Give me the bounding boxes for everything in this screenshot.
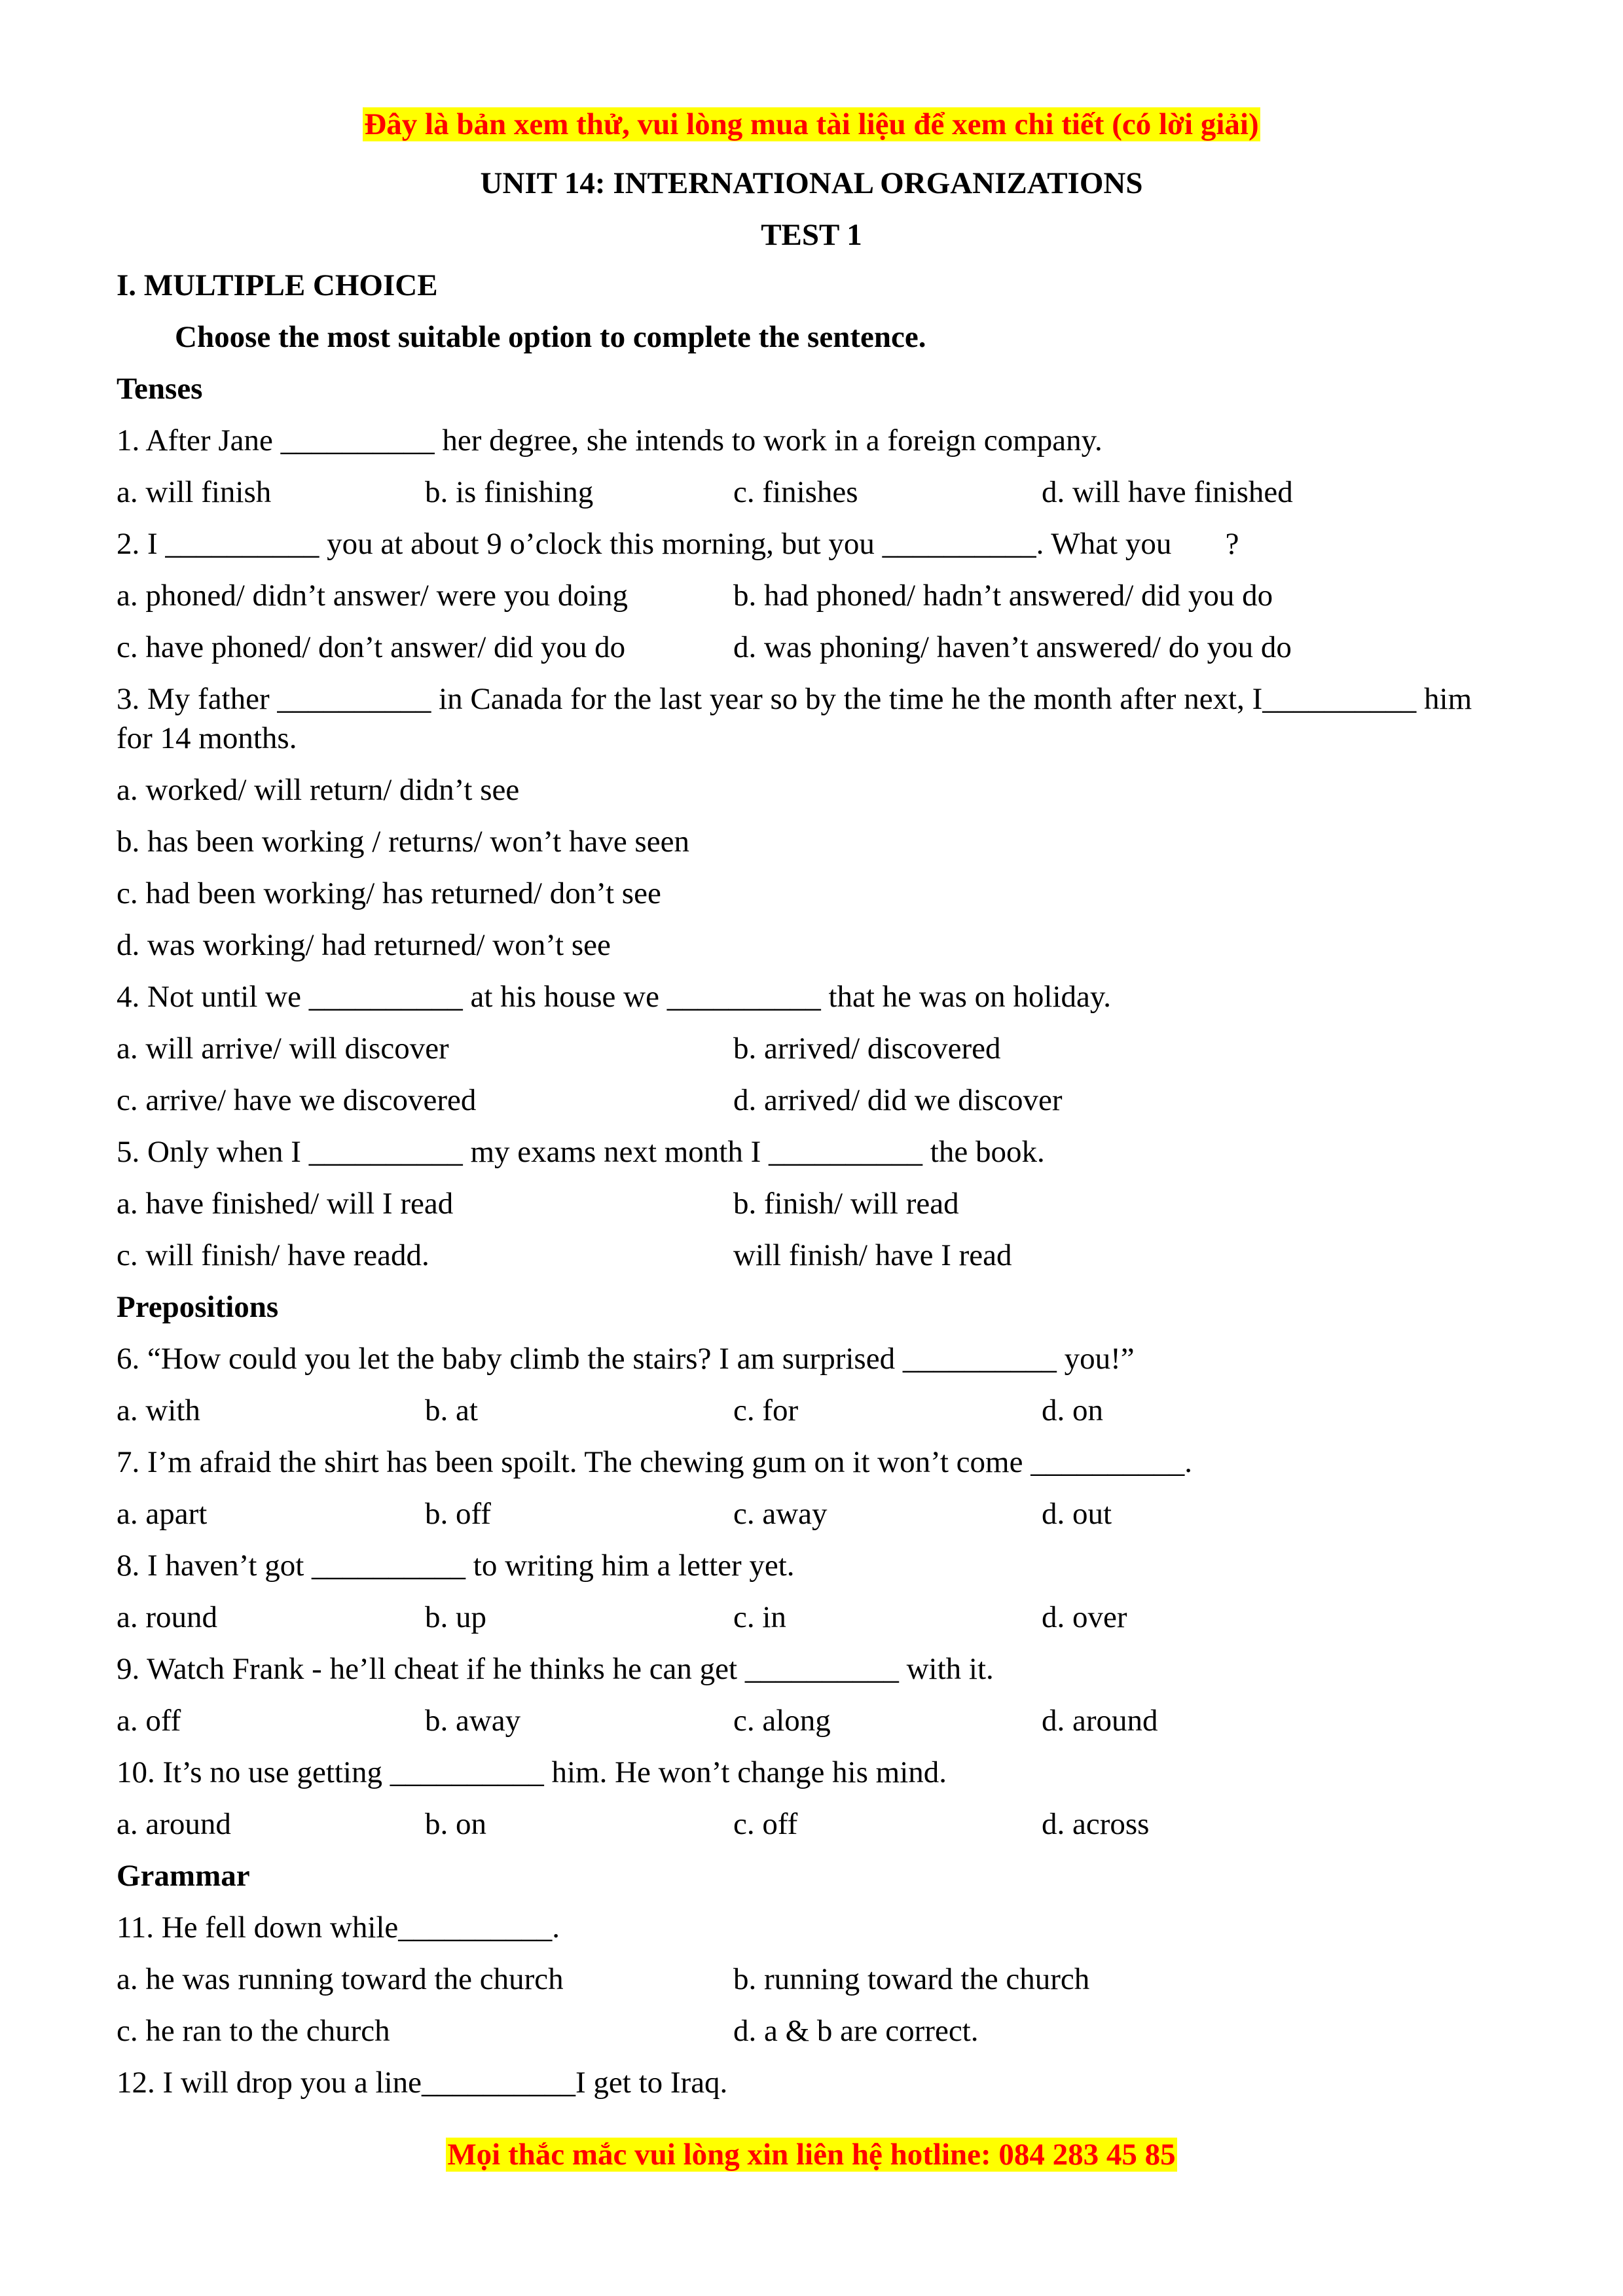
preview-notice-text: Đây là bản xem thử, vui lòng mua tài liệu để xem chi tiết (có lời giải) (364, 107, 1259, 141)
question-stem: 8. I haven’t got __________ to writing him a letter yet. (117, 1549, 795, 1583)
option-row (117, 925, 1518, 965)
option: d. a & b are correct. (733, 2014, 979, 2048)
option: c. arrive/ have we discovered (117, 1083, 477, 1117)
option-row (117, 1598, 1518, 1637)
option-row (117, 1391, 1518, 1430)
option: b. away (425, 1704, 521, 1738)
test-title: TEST 1 (761, 218, 862, 252)
option: a. with (117, 1393, 200, 1427)
question-stem: 3. My father __________ in Canada for the last year so by the time he the month after next, I__________ him for 14 months. (117, 682, 1472, 755)
question-stem: 10. It’s no use getting __________ him. He won’t change his mind. (117, 1755, 947, 1789)
option: b. up (425, 1600, 486, 1634)
subsection-tenses: Tenses (117, 372, 203, 406)
option-row (117, 1236, 1518, 1275)
option-row (117, 874, 1518, 913)
option: b. finish/ will read (733, 1187, 959, 1221)
question-stem: 9. Watch Frank - he’ll cheat if he thinks he can get __________ with it. (117, 1652, 994, 1686)
instruction: Choose the most suitable option to complete the sentence. (175, 320, 926, 354)
option: d. was phoning/ haven’t answered/ do you do (733, 630, 1292, 664)
option: b. arrived/ discovered (733, 1031, 1001, 1066)
option-row (117, 822, 1518, 861)
option: c. for (733, 1393, 799, 1427)
subsection-grammar: Grammar (117, 1859, 250, 1893)
question-stem: 12. I will drop you a line__________I get to Iraq. (117, 2066, 728, 2100)
option: a. will arrive/ will discover (117, 1031, 449, 1066)
option: b. is finishing (425, 475, 594, 509)
option-row (117, 473, 1518, 512)
hotline-text: Mọi thắc mắc vui lòng xin liên hệ hotline: 084 283 45 85 (447, 2138, 1176, 2172)
option: a. will finish (117, 475, 272, 509)
option: a. worked/ will return/ didn’t see (117, 773, 520, 807)
option: b. on (425, 1807, 486, 1841)
option: c. will finish/ have readd. (117, 1238, 429, 1272)
option: a. around (117, 1807, 231, 1841)
option: d. across (1042, 1807, 1150, 1841)
option-row (117, 1494, 1518, 1534)
option: b. running toward the church (733, 1962, 1090, 1996)
option: a. off (117, 1704, 181, 1738)
option: d. was working/ had returned/ won’t see (117, 928, 611, 962)
option-row (117, 1081, 1518, 1120)
option: b. had phoned/ hadn’t answered/ did you do (733, 579, 1273, 613)
test-content (117, 266, 1518, 2115)
question-stem: 11. He fell down while__________. (117, 1910, 560, 1945)
subsection-prepositions: Prepositions (117, 1290, 279, 1324)
option: d. will have finished (1042, 475, 1293, 509)
option: d. out (1042, 1497, 1112, 1531)
option: b. off (425, 1497, 491, 1531)
option-row (117, 1029, 1518, 1068)
option: c. in (733, 1600, 786, 1634)
option-row (117, 1804, 1518, 1844)
option: c. away (733, 1497, 828, 1531)
option-row (117, 2011, 1518, 2051)
option: d. on (1042, 1393, 1103, 1427)
option: a. apart (117, 1497, 208, 1531)
unit-title: UNIT 14: INTERNATIONAL ORGANIZATIONS (480, 166, 1143, 200)
option: c. had been working/ has returned/ don’t see (117, 876, 661, 910)
option: c. along (733, 1704, 831, 1738)
option: d. arrived/ did we discover (733, 1083, 1063, 1117)
hotline-banner (0, 2135, 1623, 2174)
question-stem: 1. After Jane __________ her degree, she intends to work in a foreign company. (117, 423, 1103, 457)
option: c. finishes (733, 475, 858, 509)
option: d. over (1042, 1600, 1127, 1634)
question-stem: 7. I’m afraid the shirt has been spoilt. The chewing gum on it won’t come __________. (117, 1445, 1192, 1479)
question-stem: 5. Only when I __________ my exams next month I __________ the book. (117, 1135, 1045, 1169)
option-row (117, 770, 1518, 810)
option-row (117, 1701, 1518, 1740)
option: c. off (733, 1807, 798, 1841)
question-stem: 2. I __________ you at about 9 o’clock this morning, but you __________. What you ? (117, 527, 1239, 561)
option-row (117, 576, 1518, 615)
option: b. has been working / returns/ won’t have seen (117, 825, 689, 859)
option: a. he was running toward the church (117, 1962, 564, 1996)
option-row (117, 628, 1518, 667)
question-stem: 4. Not until we __________ at his house we __________ that he was on holiday. (117, 980, 1112, 1014)
option-row (117, 1960, 1518, 1999)
option: d. around (1042, 1704, 1158, 1738)
option: a. have finished/ will I read (117, 1187, 454, 1221)
section-title: I. MULTIPLE CHOICE (117, 268, 438, 302)
option: a. round (117, 1600, 218, 1634)
option: a. phoned/ didn’t answer/ were you doing (117, 579, 628, 613)
option: c. have phoned/ don’t answer/ did you do (117, 630, 626, 664)
option: b. at (425, 1393, 478, 1427)
preview-notice-banner (0, 105, 1623, 144)
option-row (117, 1184, 1518, 1223)
question-stem: 6. “How could you let the baby climb the stairs? I am surprised __________ you!” (117, 1342, 1135, 1376)
option: will finish/ have I read (733, 1238, 1012, 1272)
option: c. he ran to the church (117, 2014, 390, 2048)
